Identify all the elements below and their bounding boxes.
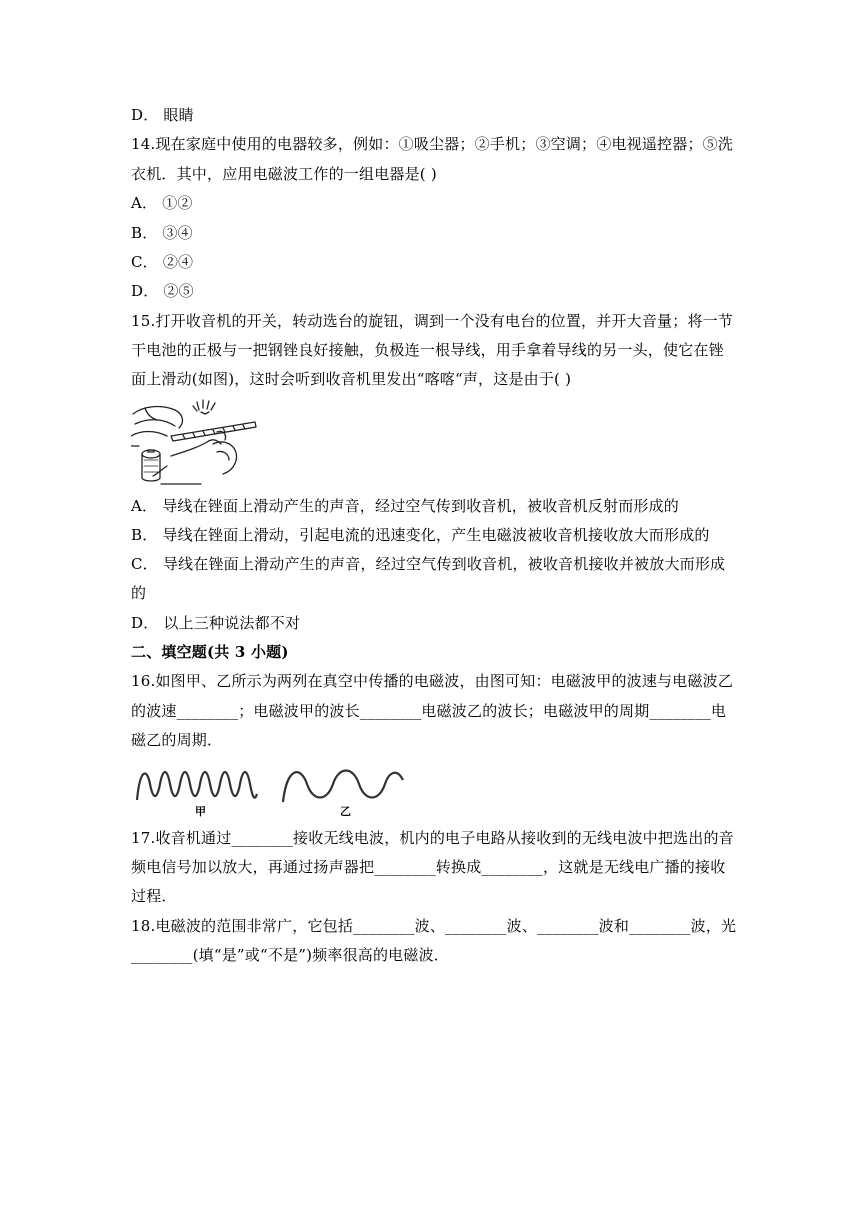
wave-jia bbox=[137, 772, 257, 800]
q15-stem-line-1: 15.打开收音机的开关，转动选台的旋钮，调到一个没有电台的位置，并开大音量；将一节 bbox=[131, 312, 734, 330]
q14-stem-line-2: 衣机．其中，应用电磁波工作的一组电器是( ) bbox=[131, 165, 437, 183]
q16-stem-line-1: 16.如图甲、乙所示为两列在真空中传播的电磁波，由图可知：电磁波甲的波速与电磁波乙 bbox=[131, 672, 734, 690]
q15-option-b: B． 导线在锉面上滑动，引起电流的迅速变化，产生电磁波被收音机接收放大而形成的 bbox=[131, 526, 710, 544]
wave-label-yi: 乙 bbox=[340, 805, 351, 818]
q17-stem-line-2: 频电信号加以放大，再通过扬声器把________转换成________，这就是无线电广播的接收 bbox=[131, 858, 726, 876]
q13-option-d: D． 眼睛 bbox=[131, 106, 194, 124]
q14-option-b: B． ③④ bbox=[131, 224, 193, 242]
q15-option-a: A． 导线在锉面上滑动产生的声音，经过空气传到收音机，被收音机反射而形成的 bbox=[131, 497, 680, 515]
q17-stem-line-3: 过程． bbox=[131, 887, 177, 905]
q14-stem-line-1: 14.现在家庭中使用的电器较多，例如：①吸尘器；②手机；③空调；④电视遥控器；⑤洗 bbox=[131, 135, 734, 153]
waves-figure bbox=[131, 758, 411, 820]
q15-stem-line-3: 面上滑动(如图)，这时会听到收音机里发出“喀喀“声，这是由于( ) bbox=[131, 370, 572, 388]
q14-option-c: C． ②④ bbox=[131, 253, 194, 271]
q16-stem-line-3: 磁乙的周期． bbox=[131, 731, 223, 749]
q14-option-a: A． ①② bbox=[131, 194, 193, 212]
q15-stem-line-2: 干电池的正极与一把钢锉良好接触，负极连一根导线，用手拿着导线的另一头，使它在锉 bbox=[131, 341, 724, 359]
section-heading-fill-in: 二、填空题(共 3 小题) bbox=[131, 643, 289, 661]
q18-stem-line-2: ________(填“是”或“不是”)频率很高的电磁波． bbox=[131, 946, 449, 964]
wave-yi bbox=[283, 771, 403, 803]
q15-option-c-line-2: 的 bbox=[131, 584, 147, 602]
file-wire-battery-figure bbox=[131, 396, 259, 486]
q15-option-d: D． 以上三种说法都不对 bbox=[131, 614, 301, 632]
q14-option-d: D． ②⑤ bbox=[131, 282, 194, 300]
q18-stem-line-1: 18.电磁波的范围非常广，它包括________波、________波、________波和________波，光 bbox=[131, 917, 737, 935]
q15-option-c-line-1: C． 导线在锉面上滑动产生的声音，经过空气传到收音机，被收音机接收并被放大而形成 bbox=[131, 555, 726, 573]
q17-stem-line-1: 17.收音机通过________接收无线电波，机内的电子电路从接收到的无线电波中把选出的音 bbox=[131, 829, 734, 847]
q16-stem-line-2: 的波速________；电磁波甲的波长________电磁波乙的波长；电磁波甲的周期________电 bbox=[131, 702, 727, 720]
wave-label-jia: 甲 bbox=[195, 805, 206, 818]
